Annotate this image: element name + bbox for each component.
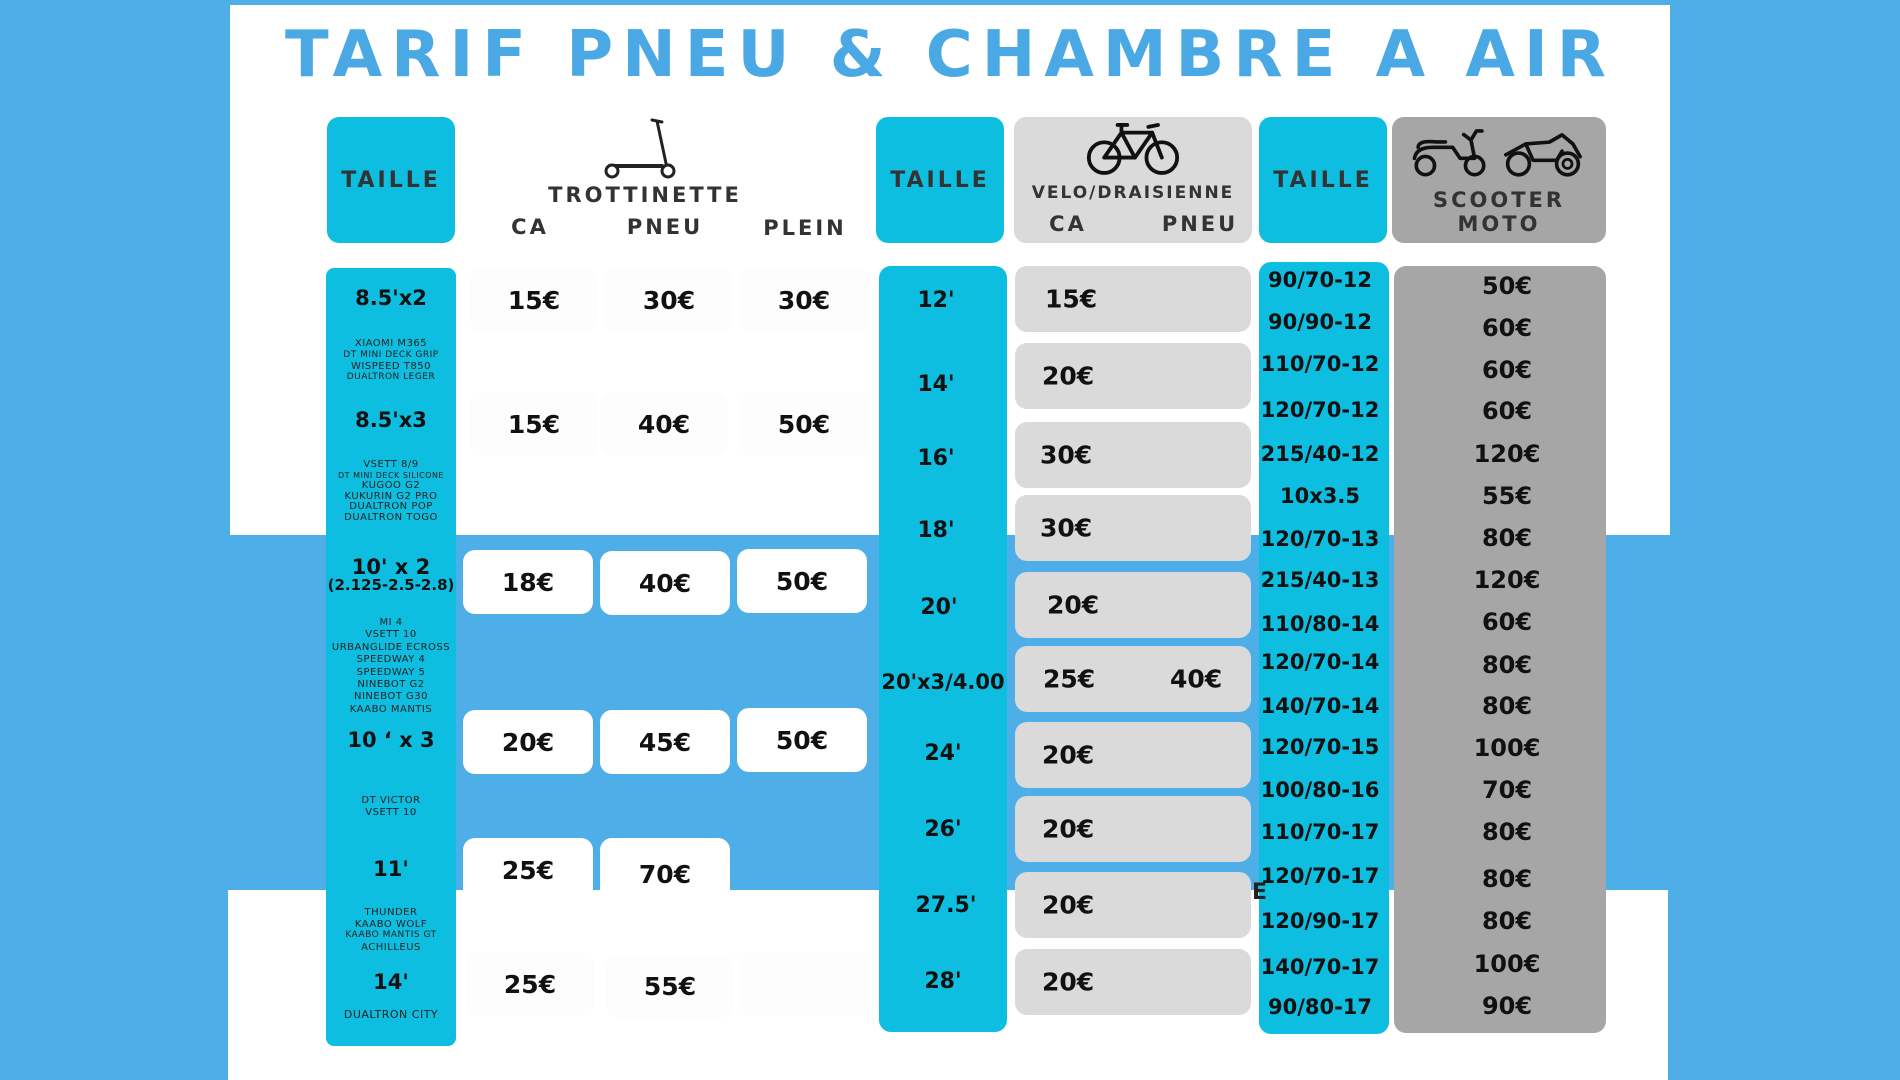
trottinette-size: 10 ‘ x 3: [347, 728, 435, 752]
moto-size: 90/80-17: [1267, 995, 1373, 1019]
page-title: TARIF PNEU & CHAMBRE A AIR: [284, 18, 1616, 92]
moto-size: 120/70-15: [1260, 735, 1380, 759]
velo-price-row: [1015, 343, 1251, 409]
moto-price: 120€: [1473, 566, 1541, 594]
trottinette-models: VSETT 8/9 DT MINI DECK SILICONE KUGOO G2 KUKURIN G2 PRO DUALTRON POP DUALTRON TOGO: [337, 459, 444, 523]
trottinette-price-pneu: 70€: [600, 838, 730, 910]
trottinette-price-plein: 50€: [740, 392, 868, 456]
velo-price-ca: 20€: [1042, 740, 1095, 770]
moto-price: 60€: [1481, 314, 1533, 342]
velo-price-ca: 20€: [1042, 967, 1095, 997]
trottinette-price-ca: 20€: [463, 710, 593, 774]
trottinette-price-ca: 18€: [463, 550, 593, 614]
velo-price-row: [1015, 572, 1251, 638]
scooter-header: SCOOTER: [1432, 188, 1566, 212]
moto-price: 80€: [1481, 907, 1533, 935]
velo-size: 26': [924, 817, 962, 842]
moto-price: 120€: [1473, 440, 1541, 468]
moto-size: 110/70-12: [1260, 352, 1380, 376]
trottinette-size: 8.5'x2: [355, 286, 427, 310]
col-header-ca-trottinette: CA: [511, 215, 549, 239]
velo-price-row: [1015, 646, 1251, 712]
moto-size: 120/70-17: [1260, 864, 1380, 888]
trottinette-size: 10' x 2: [351, 555, 431, 579]
moto-header: MOTO: [1457, 212, 1541, 236]
moto-size: 140/70-14: [1260, 694, 1380, 718]
velo-price-row: [1015, 495, 1251, 561]
velo-price-pneu: 40€: [1170, 664, 1223, 694]
trottinette-price-ca: 25€: [463, 838, 593, 902]
moto-size: 10x3.5: [1280, 484, 1360, 508]
moto-size: 120/70-14: [1260, 650, 1380, 674]
moto-price: 100€: [1473, 734, 1541, 762]
moto-price: 60€: [1481, 356, 1533, 384]
col-header-ca-velo: CA: [1049, 212, 1087, 236]
moto-size: 215/40-12: [1260, 442, 1380, 466]
stray-character: E: [1252, 880, 1268, 905]
velo-price-ca: 30€: [1040, 513, 1093, 543]
moto-size: 120/90-17: [1260, 909, 1380, 933]
trottinette-price-ca: 15€: [470, 268, 598, 332]
trottinette-price-plein: 50€: [737, 708, 867, 772]
trottinette-price-plein: 30€: [740, 268, 868, 332]
bicycle-icon: [1085, 117, 1181, 179]
trottinette-price-plein: 50€: [737, 549, 867, 613]
velo-price-ca: 30€: [1040, 440, 1093, 470]
moto-price: 90€: [1481, 992, 1533, 1020]
velo-price-ca: 20€: [1042, 361, 1095, 391]
trottinette-models: DUALTRON CITY: [343, 1008, 439, 1021]
moto-price: 80€: [1481, 692, 1533, 720]
trottinette-header: TROTTINETTE: [548, 183, 742, 207]
velo-price-row: [1015, 796, 1251, 862]
trottinette-price-ca: 15€: [470, 392, 598, 456]
velo-size: 28': [924, 969, 962, 994]
velo-size: 12': [917, 288, 955, 313]
col-header-pneu-velo: PNEU: [1161, 212, 1239, 236]
moto-size: 110/80-14: [1260, 612, 1380, 636]
moto-price: 80€: [1481, 865, 1533, 893]
moto-price: 60€: [1481, 397, 1533, 425]
moto-price: 80€: [1481, 651, 1533, 679]
trottinette-price-pneu: 40€: [600, 551, 730, 615]
moto-price: 70€: [1481, 776, 1533, 804]
kick-scooter-icon: [602, 116, 682, 180]
trottinette-size-sub: (2.125-2.5-2.8): [327, 576, 455, 594]
velo-price-row: [1015, 872, 1251, 938]
trottinette-price-pneu: 30€: [605, 268, 733, 332]
trottinette-price-ca: 25€: [466, 952, 594, 1016]
trottinette-size: 8.5'x3: [355, 408, 427, 432]
velo-price-ca: 15€: [1045, 284, 1098, 314]
trottinette-models: THUNDER KAABO WOLF KAABO MANTIS GT ACHILLEUS: [345, 907, 437, 953]
moto-size: 100/80-16: [1260, 778, 1380, 802]
trottinette-models: XIAOMI M365 DT MINI DECK GRIP WISPEED T850 DUALTRON LEGER: [343, 338, 439, 382]
trottinette-size: 14': [373, 970, 409, 994]
moto-size: 140/70-17: [1260, 955, 1380, 979]
trottinette-models: MI 4 VSETT 10 URBANGLIDE ECROSS SPEEDWAY 4 SPEEDWAY 5 NINEBOT G2 NINEBOT G30 KAABO MANTIS: [331, 617, 451, 715]
moto-size: 90/70-12: [1267, 268, 1373, 292]
velo-size: 20'x3/4.00: [881, 670, 1005, 694]
velo-size: 24': [924, 741, 962, 766]
trottinette-price-pneu: 40€: [600, 392, 728, 456]
velo-price-row: [1015, 266, 1251, 332]
velo-price-row: [1015, 422, 1251, 488]
trottinette-price-pneu: 55€: [606, 954, 734, 1018]
velo-price-ca: 25€: [1043, 664, 1096, 694]
velo-price-row: [1015, 949, 1251, 1015]
taille-header-trottinette: TAILLE: [327, 117, 455, 243]
trottinette-size: 11': [373, 857, 409, 881]
velo-price-ca: 20€: [1042, 814, 1095, 844]
velo-size: 18': [917, 518, 955, 543]
col-header-pneu-trottinette: PNEU: [626, 215, 704, 239]
moto-size: 120/70-12: [1260, 398, 1380, 422]
moto-size: 215/40-13: [1260, 568, 1380, 592]
velo-price-row: [1015, 722, 1251, 788]
velo-size: 27.5': [915, 893, 977, 918]
velo-price-ca: 20€: [1042, 890, 1095, 920]
taille-header-moto: TAILLE: [1259, 117, 1387, 243]
moto-price: 60€: [1481, 608, 1533, 636]
moto-price: 80€: [1481, 818, 1533, 846]
moto-size: 120/70-13: [1260, 527, 1380, 551]
velo-size: 16': [917, 446, 955, 471]
velo-size: 20': [920, 595, 958, 620]
moto-size: 110/70-17: [1260, 820, 1380, 844]
velo-header: VELO/DRAISIENNE: [1031, 183, 1235, 203]
taille-header-velo: TAILLE: [876, 117, 1004, 243]
moto-price: 80€: [1481, 524, 1533, 552]
moto-price: 100€: [1473, 950, 1541, 978]
moto-price: 55€: [1481, 482, 1533, 510]
trottinette-price-pneu: 45€: [600, 710, 730, 774]
trottinette-models: DT VICTOR VSETT 10: [361, 795, 421, 818]
moto-size: 90/90-12: [1267, 310, 1373, 334]
motor-scooter-icon: [1409, 120, 1491, 182]
motorcycle-icon: [1500, 124, 1586, 182]
col-header-plein-trottinette: PLEIN: [763, 216, 847, 240]
velo-price-ca: 20€: [1047, 590, 1100, 620]
trottinette-price-plein: [740, 952, 868, 1016]
velo-size: 14': [917, 372, 955, 397]
moto-price: 50€: [1481, 272, 1533, 300]
